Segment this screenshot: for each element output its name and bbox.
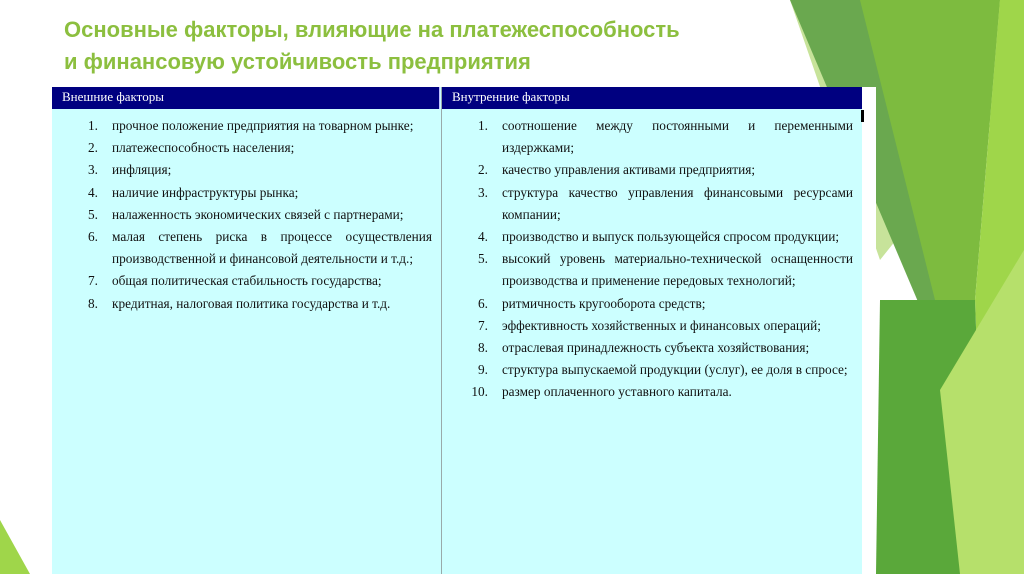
factor-list-item [452,115,853,159]
internal-factors-header: Внутренние факторы [442,87,862,109]
factor-number: 8. [478,340,488,356]
factor-text: малая степень риска в процессе осуществления производственной и финансовой деятельности и т.д.; [112,229,432,267]
factor-text: прочное положение предприятия на товарном рынке; [112,118,414,133]
factor-text: структура выпускаемой продукции (услуг), ее доля в спросе; [502,362,848,378]
factor-text: общая политическая стабильность государства; [112,273,382,289]
factor-list-item [452,381,853,403]
factor-text: производство и выпуск пользующейся спросом продукции; [502,229,840,245]
external-factors-header: Внешние факторы [52,87,440,109]
internal-factors-column [441,87,862,574]
factor-list-item [62,270,432,292]
factor-list-item [62,293,432,315]
factor-number: 2. [478,162,488,178]
factor-text: наличие инфраструктуры рынка; [112,184,299,200]
factor-text: платежеспособность населения; [112,140,295,156]
factor-number: 10. [471,384,488,400]
factor-list-item [452,315,853,337]
factor-text: кредитная, налоговая политика государства и т.д. [112,295,391,311]
green-shape-bottom-left [0,520,30,574]
factor-text: инфляция; [112,162,172,178]
factor-list-item [452,359,853,381]
factor-list-item [452,159,853,181]
factor-text: высокий уровень материально-технической оснащенности производства и применение передовых технологий; [502,251,853,289]
factor-list-item [62,159,432,181]
factor-text: ритмичность кругооборота средств; [502,295,706,311]
factor-number: 4. [88,184,98,200]
factor-text: соотношение между постоянными и переменными издержками; [502,118,853,156]
factor-number: 5. [478,251,488,267]
slide-title-line-2: и финансовую устойчивость предприятия [64,49,531,74]
factor-list-item [62,226,432,270]
factor-number: 1. [88,118,98,133]
internal-factors-list [442,109,862,404]
factor-text: структура качество управления финансовыми ресурсами компании; [502,184,853,222]
factor-text: налаженность экономических связей с партнерами; [112,206,404,222]
factor-list-item [452,182,853,226]
factor-number: 7. [478,317,488,333]
factor-list-item [452,337,853,359]
factor-list-item [62,182,432,204]
factor-text: эффективность хозяйственных и финансовых операций; [502,317,821,333]
factor-list-item [452,293,853,315]
factor-number: 6. [88,229,98,245]
factor-number: 8. [88,295,98,311]
external-factors-column [52,87,440,574]
factor-list-item [62,204,432,226]
factor-list-item [452,248,853,292]
factor-text: качество управления активами предприятия; [502,162,756,178]
factor-number: 9. [478,362,488,378]
factor-number: 6. [478,295,488,311]
factor-number: 5. [88,206,98,222]
factor-list-item [62,137,432,159]
factor-number: 3. [88,162,98,178]
slide-title [64,14,784,78]
factor-number: 2. [88,140,98,156]
factor-number: 1. [478,118,488,133]
text-cursor-mark [861,110,864,122]
factor-text: отраслевая принадлежность субъекта хозяйствования; [502,340,810,356]
table-right-margin [862,87,876,574]
factor-list-item [62,115,432,137]
factor-number: 7. [88,273,98,289]
factor-text: размер оплаченного уставного капитала. [502,384,732,400]
factor-list-item [452,226,853,248]
factor-number: 4. [478,229,488,245]
factor-number: 3. [478,184,488,200]
slide-title-line-1: Основные факторы, влияющие на платежеспособность [64,17,680,42]
external-factors-list [52,109,440,315]
factors-table [52,87,862,574]
